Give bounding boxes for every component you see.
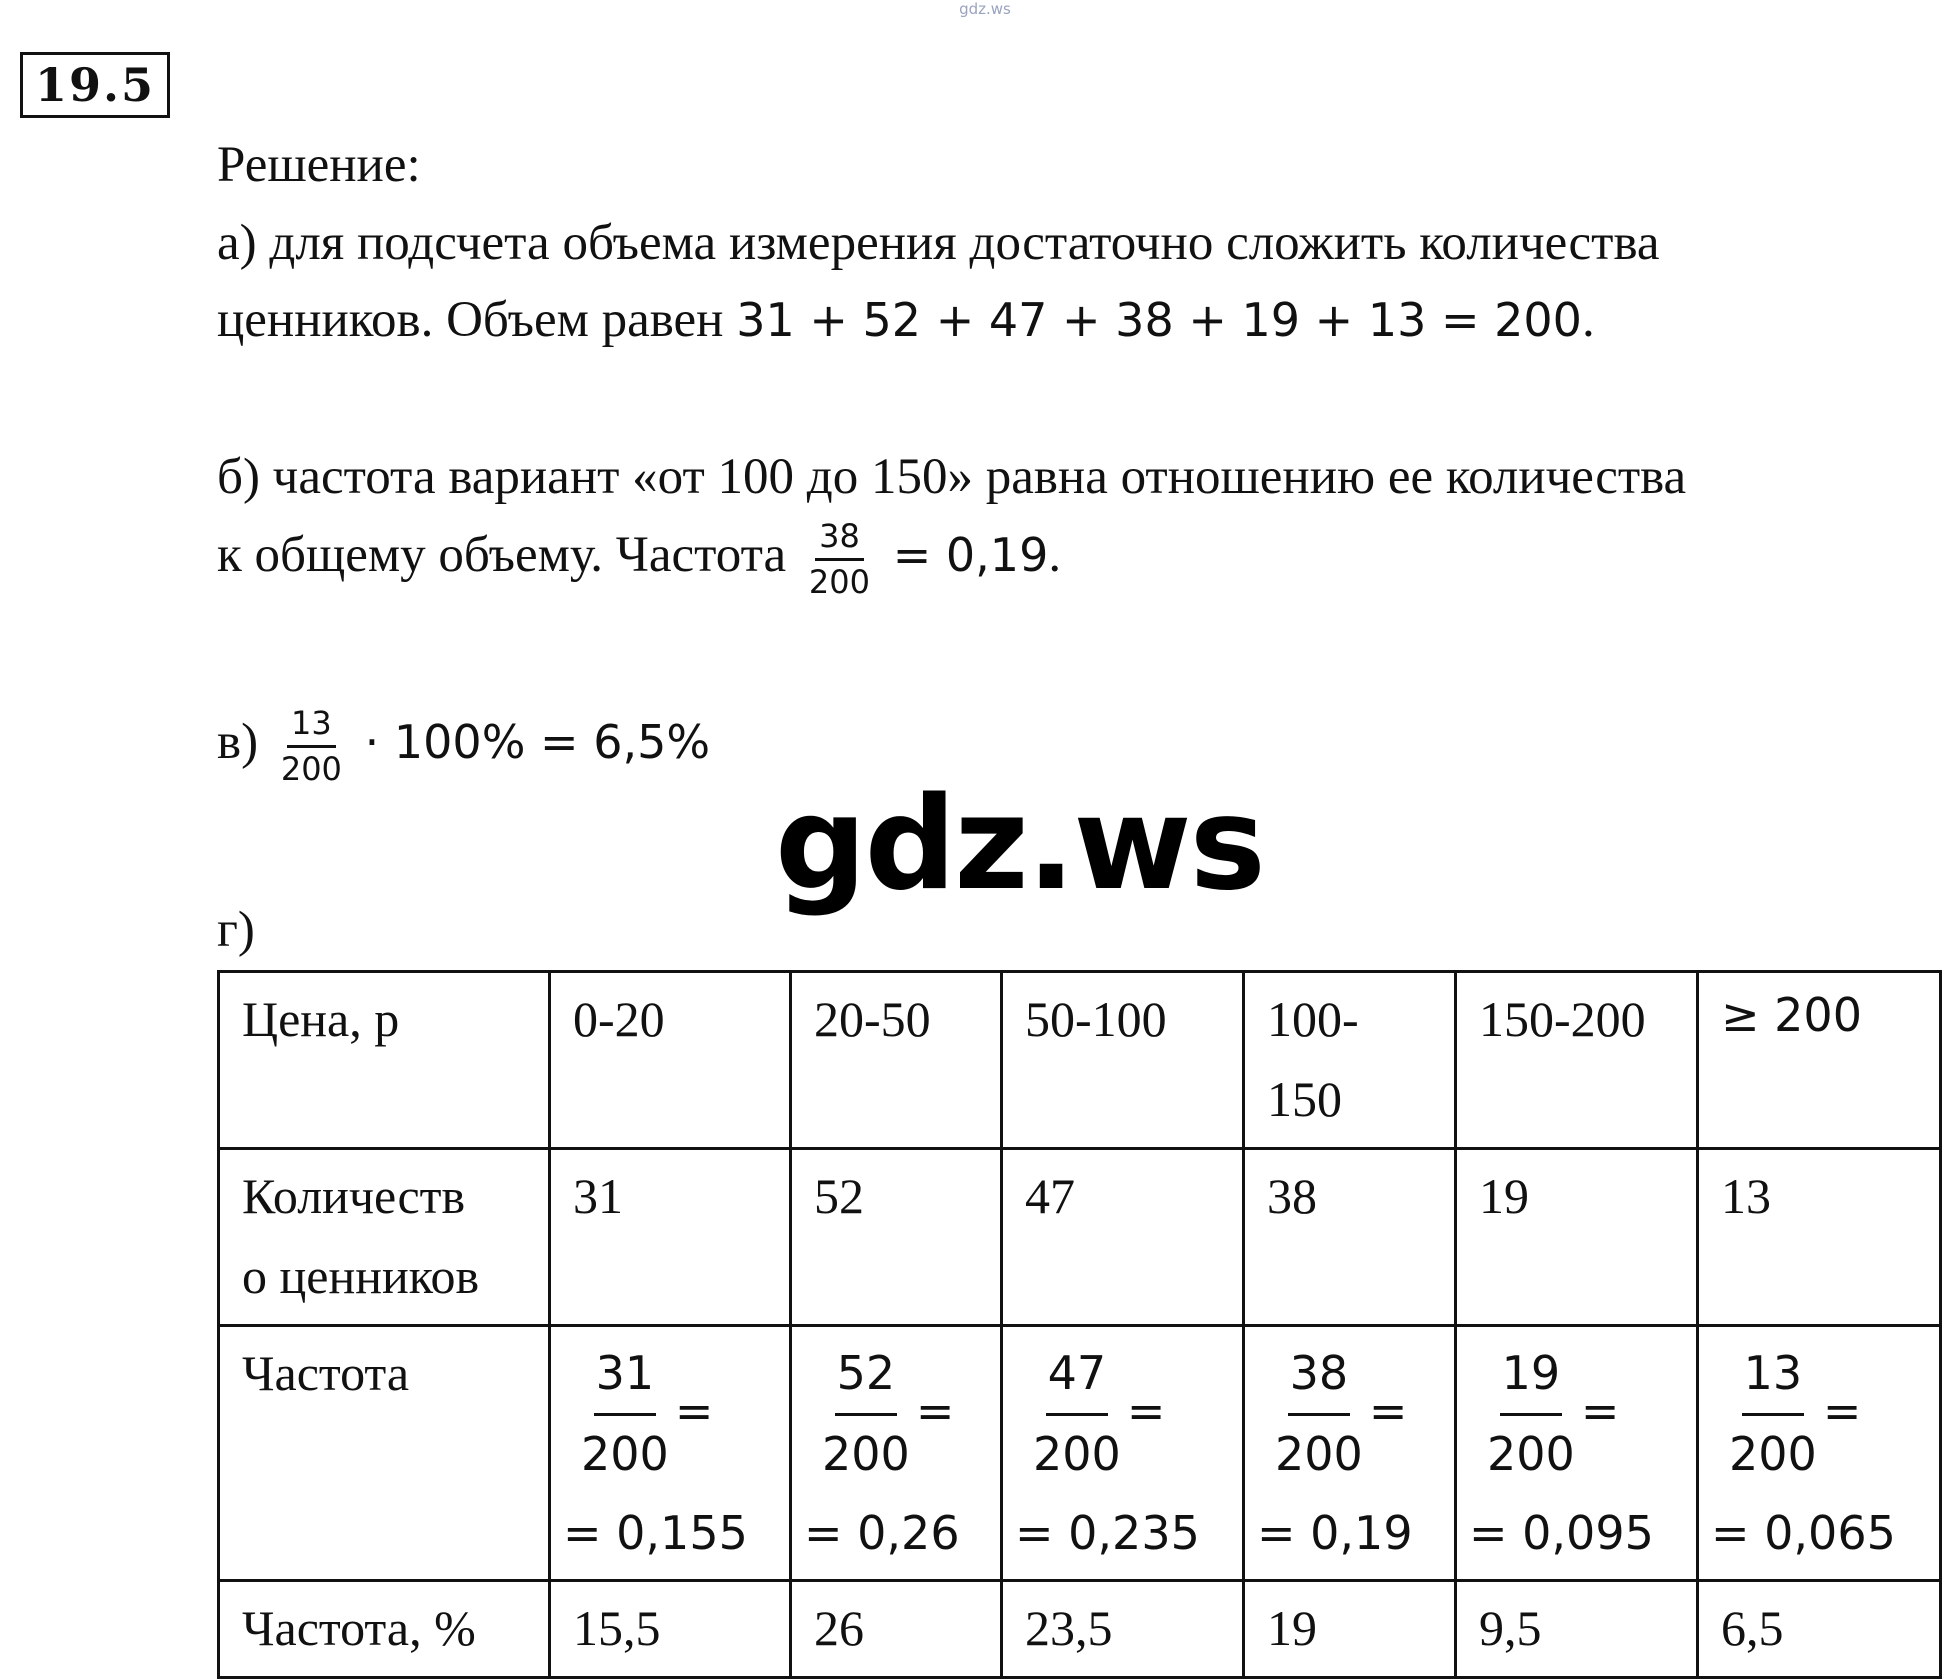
frequency-cell — [550, 1326, 791, 1581]
part-a-line1: а) для подсчета объема измерения достаточно сложить количества — [217, 215, 1660, 271]
freq-numerator: 19 — [1500, 1337, 1563, 1416]
freq-denominator: 200 — [581, 1426, 669, 1481]
count-cell: 19 — [1456, 1149, 1698, 1326]
freq-numerator: 47 — [1046, 1337, 1109, 1416]
count-label-line2: о ценников — [242, 1248, 480, 1304]
table-row-price — [219, 972, 1941, 1149]
price-label-cell: Цена, р — [219, 972, 550, 1149]
part-v-numerator: 13 — [287, 705, 336, 748]
solution-heading: Решение: — [217, 137, 421, 193]
part-b-denominator: 200 — [808, 562, 870, 601]
freq-denominator: 200 — [822, 1426, 910, 1481]
table-row-percent — [219, 1580, 1941, 1677]
price-cell: ≥ 200 — [1698, 972, 1941, 1149]
percent-cell: 9,5 — [1456, 1580, 1698, 1677]
part-g-label: г) — [217, 902, 255, 958]
problem-number: 19.5 — [20, 52, 170, 118]
freq-equals: = — [1126, 1384, 1166, 1439]
percent-cell: 26 — [791, 1580, 1002, 1677]
frequency-table — [217, 970, 1942, 1679]
frequency-cell — [1002, 1326, 1244, 1581]
part-b-result: = 0,19 — [892, 528, 1049, 582]
part-v-fraction — [277, 705, 346, 788]
gdz-watermark: gdz.ws — [775, 770, 1264, 919]
frequency-cell — [1244, 1326, 1456, 1581]
table-row-frequency — [219, 1326, 1941, 1581]
freq-result: = 0,26 — [804, 1506, 960, 1561]
percent-cell: 15,5 — [550, 1580, 791, 1677]
freq-denominator: 200 — [1033, 1426, 1121, 1481]
part-v-label: в) — [217, 714, 259, 770]
count-label-line1: Количеств — [242, 1168, 466, 1224]
percent-cell: 23,5 — [1002, 1580, 1244, 1677]
part-a-end: . — [1581, 292, 1595, 348]
part-b-numerator: 38 — [815, 518, 864, 561]
part-a-text: ценников. Объем равен — [217, 292, 724, 348]
price-cell-line1: 100- — [1267, 991, 1359, 1047]
part-b-text: к общему объему. Частота — [217, 527, 787, 583]
percent-cell: 19 — [1244, 1580, 1456, 1677]
freq-result: = 0,235 — [1015, 1506, 1200, 1561]
freq-numerator: 52 — [835, 1337, 898, 1416]
count-cell: 38 — [1244, 1149, 1456, 1326]
part-a-line2 — [217, 292, 1595, 348]
freq-numerator: 31 — [594, 1337, 657, 1416]
count-cell: 31 — [550, 1149, 791, 1326]
frequency-label-cell: Частота — [219, 1326, 550, 1581]
price-cell — [1244, 972, 1456, 1149]
frequency-cell — [1456, 1326, 1698, 1581]
part-a-sum: 31 + 52 + 47 + 38 + 19 + 13 = 200 — [736, 293, 1582, 347]
count-cell: 52 — [791, 1149, 1002, 1326]
freq-result: = 0,155 — [563, 1506, 748, 1561]
table-row-count — [219, 1149, 1941, 1326]
freq-equals: = — [1580, 1384, 1620, 1439]
percent-label-cell: Частота, % — [219, 1580, 550, 1677]
freq-denominator: 200 — [1487, 1426, 1575, 1481]
part-b-line2 — [217, 518, 1061, 601]
price-cell-line2: 150 — [1267, 1071, 1342, 1127]
freq-equals: = — [1368, 1384, 1408, 1439]
freq-equals: = — [1822, 1384, 1862, 1439]
freq-result: = 0,095 — [1469, 1506, 1654, 1561]
count-cell: 47 — [1002, 1149, 1244, 1326]
part-b-end: . — [1048, 527, 1062, 583]
freq-equals: = — [674, 1384, 714, 1439]
top-watermark: gdz.ws — [959, 0, 1011, 18]
freq-result: = 0,065 — [1711, 1506, 1896, 1561]
freq-denominator: 200 — [1275, 1426, 1363, 1481]
freq-equals: = — [915, 1384, 955, 1439]
price-cell: 50-100 — [1002, 972, 1244, 1149]
price-cell: 0-20 — [550, 972, 791, 1149]
price-cell: 20-50 — [791, 972, 1002, 1149]
part-v-denominator: 200 — [280, 749, 342, 788]
frequency-cell — [791, 1326, 1002, 1581]
price-cell: 150-200 — [1456, 972, 1698, 1149]
part-v-math: · 100% = 6,5% — [364, 715, 711, 769]
part-b-fraction — [805, 518, 874, 601]
frequency-cell — [1698, 1326, 1941, 1581]
freq-numerator: 38 — [1288, 1337, 1351, 1416]
count-label-cell — [219, 1149, 550, 1326]
freq-numerator: 13 — [1742, 1337, 1805, 1416]
part-b-line1: б) частота вариант «от 100 до 150» равна отношению ее количества — [217, 449, 1687, 505]
freq-denominator: 200 — [1729, 1426, 1817, 1481]
percent-cell: 6,5 — [1698, 1580, 1941, 1677]
count-cell: 13 — [1698, 1149, 1941, 1326]
freq-result: = 0,19 — [1257, 1506, 1413, 1561]
part-v-line — [217, 705, 710, 788]
